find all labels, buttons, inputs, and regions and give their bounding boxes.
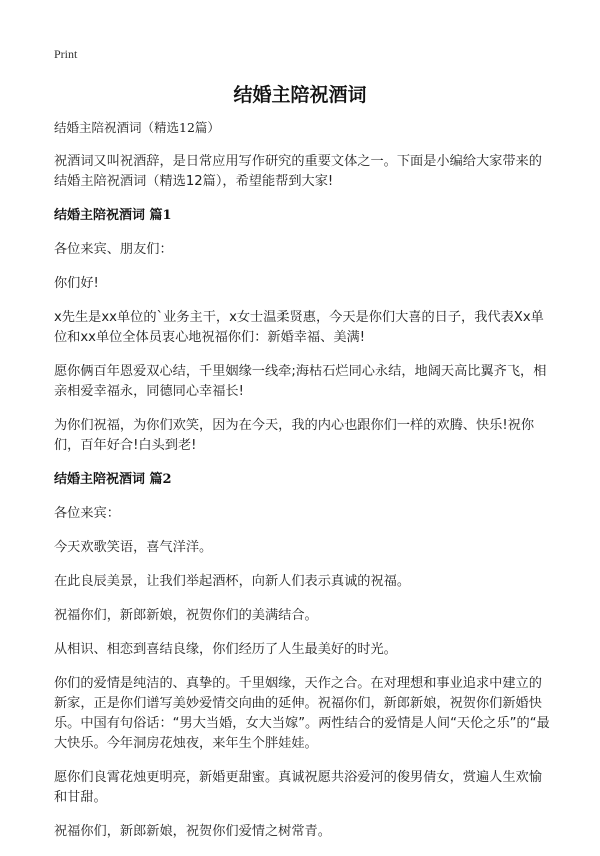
paragraph: 为你们祝福，为你们欢笑，因为在今天，我的内心也跟你们一样的欢腾、快乐!祝你们，百年好合!白头到老! — [54, 418, 535, 453]
paragraph: 从相识、相恋到喜结良缘，你们经历了人生最美好的时光。 — [54, 642, 397, 657]
paragraph: 你们的爱情是纯洁的、真挚的。千里姻缘，天作之合。在对理想和事业追求中建立的新家，正是你们谱写美妙爱情交向曲的延伸。祝福你们，新郎新娘，祝贺你们新婚快乐。中国有句俗话：“男大当婚，女大当嫁”。两性结合的爱情是人间“天伦之乐”的“最大快乐。今年洞房花烛夜，来年生个胖娃娃。 — [54, 676, 550, 751]
paragraph: 你们好! — [54, 276, 99, 291]
paragraph: 各位来宾： — [54, 506, 120, 521]
paragraph: 今天欢歌笑语，喜气洋洋。 — [54, 540, 213, 555]
subtitle: 结婚主陪祝酒词（精选12篇） — [54, 120, 220, 135]
document-body — [54, 118, 554, 856]
paragraph: 各位来宾、朋友们： — [54, 242, 173, 257]
paragraph: 愿你们良霄花烛更明亮，新婚更甜蜜。真诚祝愿共浴爱河的俊男倩女，赏遍人生欢愉和甘甜。 — [54, 770, 542, 805]
paragraph: 祝福你们，新郎新娘，祝贺你们的美满结合。 — [54, 608, 318, 623]
paragraph: 在此良辰美景，让我们举起酒杯，向新人们表示真诚的祝福。 — [54, 574, 411, 589]
section-2-heading: 结婚主陪祝酒词 篇2 — [54, 472, 172, 487]
paragraph: x先生是xx单位的`业务主干，x女士温柔贤惠，今天是你们大喜的日子，我代表Xx单位和xx单位全体员衷心地祝福你们：新婚幸福、美满! — [54, 310, 544, 345]
paragraph: 祝福你们，新郎新娘，祝贺你们爱情之树常青。 — [54, 824, 331, 839]
print-link[interactable]: Print — [54, 47, 78, 61]
section-1-heading: 结婚主陪祝酒词 篇1 — [54, 208, 172, 223]
page-title: 结婚主陪祝酒词 — [233, 84, 367, 106]
paragraph: 愿你俩百年恩爱双心结，千里姻缘一线牵;海枯石烂同心永结，地阔天高比翼齐飞，相亲相爱幸福永，同德同心幸福长! — [54, 364, 547, 399]
intro-paragraph: 祝酒词又叫祝酒辞，是日常应用写作研究的重要文体之一。下面是小编给大家带来的结婚主陪祝酒词（精选12篇），希望能帮到大家! — [54, 154, 542, 189]
